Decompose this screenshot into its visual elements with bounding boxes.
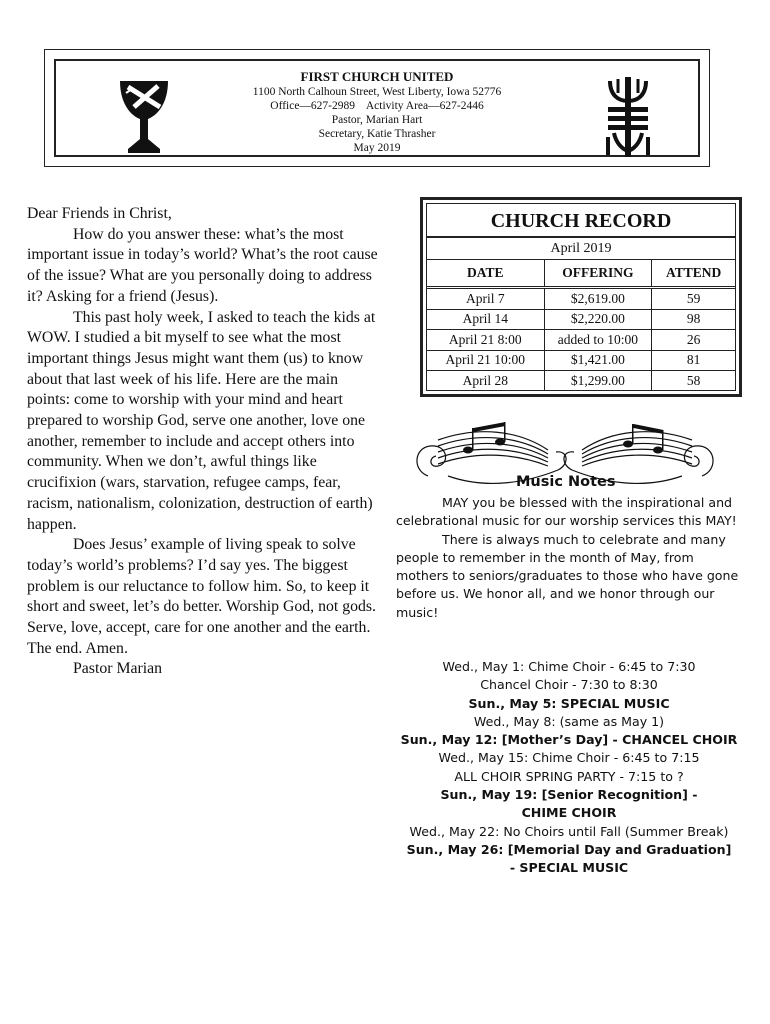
record-date: April 21 8:00 <box>427 330 544 351</box>
church-record-box <box>420 197 742 397</box>
music-notes-paragraph: There is always much to celebrate and many people to remember in the month of May, from mothers to seniors/graduates to those who have gone before us. We honor all, and we honor through our music! <box>396 531 739 620</box>
column-header-offering: OFFERING <box>544 260 652 288</box>
music-notes-body <box>396 494 746 622</box>
schedule-item: Wed., May 1: Chime Choir - 6:45 to 7:30 <box>442 659 696 674</box>
secretary-line: Secretary, Katie Thrasher <box>318 128 436 140</box>
masthead <box>44 49 710 167</box>
schedule-item: Wed., May 8: (same as May 1) <box>473 713 665 729</box>
chalice-cross-icon <box>118 77 170 155</box>
schedule-item: Chancel Choir - 7:30 to 8:30 <box>480 677 658 693</box>
letter-greeting: Dear Friends in Christ, <box>27 205 172 222</box>
table-row <box>427 371 735 391</box>
record-offering: $1,299.00 <box>544 371 652 391</box>
church-phones: Office—627-2989 Activity Area—627-2446 <box>270 100 484 112</box>
record-offering: $1,421.00 <box>544 350 652 371</box>
column-header-attend: ATTEND <box>652 260 735 288</box>
pastor-letter <box>27 204 379 680</box>
record-date: April 28 <box>427 371 544 391</box>
table-row <box>427 330 735 351</box>
church-record-table <box>427 259 735 391</box>
music-notes-title: Music Notes <box>516 474 616 490</box>
schedule-item: Sun., May 5: SPECIAL MUSIC <box>468 695 670 711</box>
schedule-item: Sun., May 19: [Senior Recognition] - CHIME CHOIR <box>440 787 698 821</box>
table-header-row <box>427 260 735 288</box>
schedule-item: Wed., May 22: No Choirs until Fall (Summer Break) <box>409 823 729 839</box>
record-date: April 21 10:00 <box>427 350 544 371</box>
issue-date: May 2019 <box>353 142 401 154</box>
record-attendance: 59 <box>652 288 735 310</box>
schedule-item: Sun., May 26: [Memorial Day and Graduation] - SPECIAL MUSIC <box>406 841 732 876</box>
presbyterian-seal-icon <box>602 75 654 159</box>
schedule-item: ALL CHOIR SPRING PARTY - 7:15 to ? <box>454 768 684 784</box>
pastor-line: Pastor, Marian Hart <box>331 114 423 126</box>
record-attendance: 58 <box>652 371 735 391</box>
table-row <box>427 309 735 330</box>
table-row <box>427 288 735 310</box>
letter-paragraph: How do you answer these: what’s the most important issue in today’s world? What’s the root cause of the issue? What are you personally doing to address it? Asking for a friend (Jesus). <box>27 225 378 305</box>
choir-schedule <box>396 658 742 878</box>
letter-paragraph: This past holy week, I asked to teach the kids at WOW. I studied a bit myself to see what the most important things Jesus might want them (us) to know about that last week of his life. Here are the main points: come to worship with your mind and heart prepared to worship God, serve one another, love one another, remember to include and accept others into community. When we don’t, awful things like crucifixion (wars, starvation, refugee camps, fear, racism, nationalism, colonization, destruction of earth) happen. <box>27 308 376 533</box>
record-attendance: 81 <box>652 350 735 371</box>
letter-signature: Pastor Marian <box>73 660 163 678</box>
column-header-date: DATE <box>427 260 544 288</box>
record-attendance: 26 <box>652 330 735 351</box>
church-address: 1100 North Calhoun Street, West Liberty, Iowa 52776 <box>252 86 502 98</box>
record-offering: added to 10:00 <box>544 330 652 351</box>
record-attendance: 98 <box>652 309 735 330</box>
schedule-item: Sun., May 12: [Mother’s Day] - CHANCEL CHOIR <box>400 732 738 748</box>
record-offering: $2,619.00 <box>544 288 652 310</box>
letter-paragraph: Does Jesus’ example of living speak to solve today’s world’s problems? I’d say yes. The biggest problem is our reluctance to follow him. So, to keep it short and sweet, let’s do better. Worship God, not gods. Serve, love, accept, care for one another and the earth. The end. Amen. <box>27 536 377 657</box>
church-record-month: April 2019 <box>550 241 612 256</box>
church-record-inner <box>426 203 736 391</box>
record-date: April 7 <box>427 288 544 310</box>
masthead-text <box>226 69 528 155</box>
record-date: April 14 <box>427 309 544 330</box>
church-record-title: CHURCH RECORD <box>427 206 735 238</box>
music-notes-paragraph: MAY you be blessed with the inspirational and celebrational music for our worship services this MAY! <box>396 495 737 529</box>
masthead-inner-border <box>54 59 700 157</box>
table-row <box>427 350 735 371</box>
church-name: FIRST CHURCH UNITED <box>300 69 454 84</box>
record-offering: $2,220.00 <box>544 309 652 330</box>
schedule-item: Wed., May 15: Chime Choir - 6:45 to 7:15 <box>438 750 700 766</box>
